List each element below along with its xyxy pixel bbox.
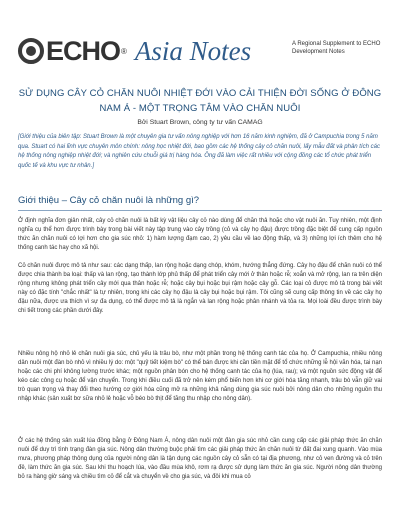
section-divider (18, 210, 382, 211)
echo-swirl-icon (18, 38, 44, 64)
article-title-line-1: SỬ DỤNG CÂY CỎ CHĂN NUÔI NHIỆT ĐỚI VÀO CẢI THIỆN ĐỜI SỐNG Ở ĐÔNG (18, 88, 382, 99)
body-paragraph: Ở các hệ thống sản xuất lúa đồng bằng ở Đông Nam Á, nông dân nuôi một đàn gia súc nhỏ cần cung cấp các giải pháp thức ăn chăn nuôi để duy trì tình trạng đàn gia súc. Nông dân thường buộc phải tìm các giải pháp thức ăn chăn nuôi từ đất đai xung quanh. Vào mùa mưa, phương pháp thông dụng của người nông dân là tận dụng các nguồn cây cỏ sẵn có tại địa phương, như cỏ ven đường và cỏ trên đê, làm thức ăn gia súc. Sau khi thu hoạch lúa, vào đầu mùa khô, rơm rạ được sử dụng làm thức ăn gia súc. Người nông dân thường bỏ ra hàng giờ sáng và chiều tìm cỏ để cắt và chuyển về cho gia súc, và đôi khi mua cỏ (18, 438, 382, 480)
body-paragraph: Nhiều nông hộ nhỏ lẻ chăn nuôi gia súc, chủ yếu là trâu bò, như một phần trong hệ thống canh tác của họ. Ở Campuchia, nhiều nông dân nuôi một đàn bò nhỏ vì nhiều lý do: một "quỹ tiết kiệm bò" có thể bán được khi cần tiền mặt để tổ chức những lễ hội văn hóa, tai nạn hoặc các chi phí không lường trước khác; một nguồn phân bón cho hệ thống canh tác của họ (lúa, rau); và một nguồn sức động vật để kéo các công cụ hoặc để vận chuyển. Trong khi điều cuối đã trở nên kém phổ biến hơn khi cơ giới hóa tăng nhanh, trâu bò vẫn giữ vai trò quan trọng và thay đổi theo hướng cơ giới hóa cũng mở ra những khả năng dùng gia súc nuôi bởi nông dân cho những nguồn thu nhập khác (sản xuất bơ sữa nhỏ lẻ hoặc vỗ béo bò thịt để tăng thu nhập cho nông dân). (18, 351, 382, 402)
series-title: Asia Notes (134, 35, 252, 66)
page-header (18, 34, 382, 74)
registered-mark: ® (121, 46, 127, 56)
article-title (18, 86, 382, 116)
body-paragraph: Cỏ chăn nuôi được mô tả như sau: các dạng thấp, lan rộng hoặc dạng chóp, khóm, hướng thẳng đứng. Cây họ đậu để chăn nuôi có thể được chia thành ba loại: thấp và lan rộng, tạo thành lớp phủ thấp để phát triển cây mới ở thân hoặc rễ; xoắn và mở rộng, lan ra trên diện rộng nhưng không phát triển cây mới qua thân hoặc rễ; hoặc cây bụi hoặc bụi rậm hoặc cây gỗ. Các loại cỏ được mô tả trong bài viết này có đặc tính "chắc nhất" là tự nhiên, trong khi các cây họ đậu là cây bụi hoặc bụi rậm. Tôi cũng sẽ cung cấp thông tin về các cây họ đậu nữa, được ưa thích vì sự đa dụng, có thể được mô tả là ngắn và lan rộng hoặc phân nhánh và tỏa ra. Mọi loài đều được trình bày chi tiết trong các phần dưới đây. (18, 263, 382, 314)
section-heading: Giới thiệu – Cây cỏ chăn nuôi là những gì? (18, 195, 200, 206)
supplement-note: A Regional Supplement to ECHO Development Notes (292, 41, 381, 55)
byline: Bởi Stuart Brown, công ty tư vấn CAMAG (137, 119, 263, 126)
echo-logo (18, 34, 251, 68)
brand-name: ECHO (46, 35, 121, 66)
article-title-line-2: NAM Á - MỘT TRỌNG TÂM VÀO CHĂN NUÔI (99, 103, 301, 114)
body-paragraph: Ở định nghĩa đơn giản nhất, cây cỏ chăn nuôi là bất kỳ vật liệu cây cỏ nào dùng để chăn thả hoặc cho vật nuôi ăn. Tuy nhiên, một định nghĩa cụ thể hơn được trình bày trong bài viết này tập trung vào cây trồng (cỏ và cây họ đậu) được trồng đặc biệt để cung cấp nguồn thức ăn chăn nuôi có lợi hơn cho gia súc nhỏ: 1) hàm lượng đạm cao, 2) yêu cầu về lao động thấp, và 3) những lợi ích thêm cho hệ thống canh tác hay cho xã hội. (18, 218, 382, 251)
editor-note: [Giới thiệu của biên tập: Stuart Brown là một chuyên gia tư vấn nông nghiệp với hơn 16 năm kinh nghiệm, đã ở Campuchia trong 5 năm qua. Stuart có hai lĩnh vực chuyên môn chính: nông học nhiệt đới, bao gồm các hệ thống cây cỏ chăn nuôi, lấy mẫu đất và phân tích các hệ thống nông nghiệp nhiệt đới; và nghiên cứu chuỗi giá trị hàng hóa. Ông đã làm việc rất nhiều với cộng đồng các tổ chức phát triển quốc tế và khu vực tư nhân.] (18, 134, 380, 169)
